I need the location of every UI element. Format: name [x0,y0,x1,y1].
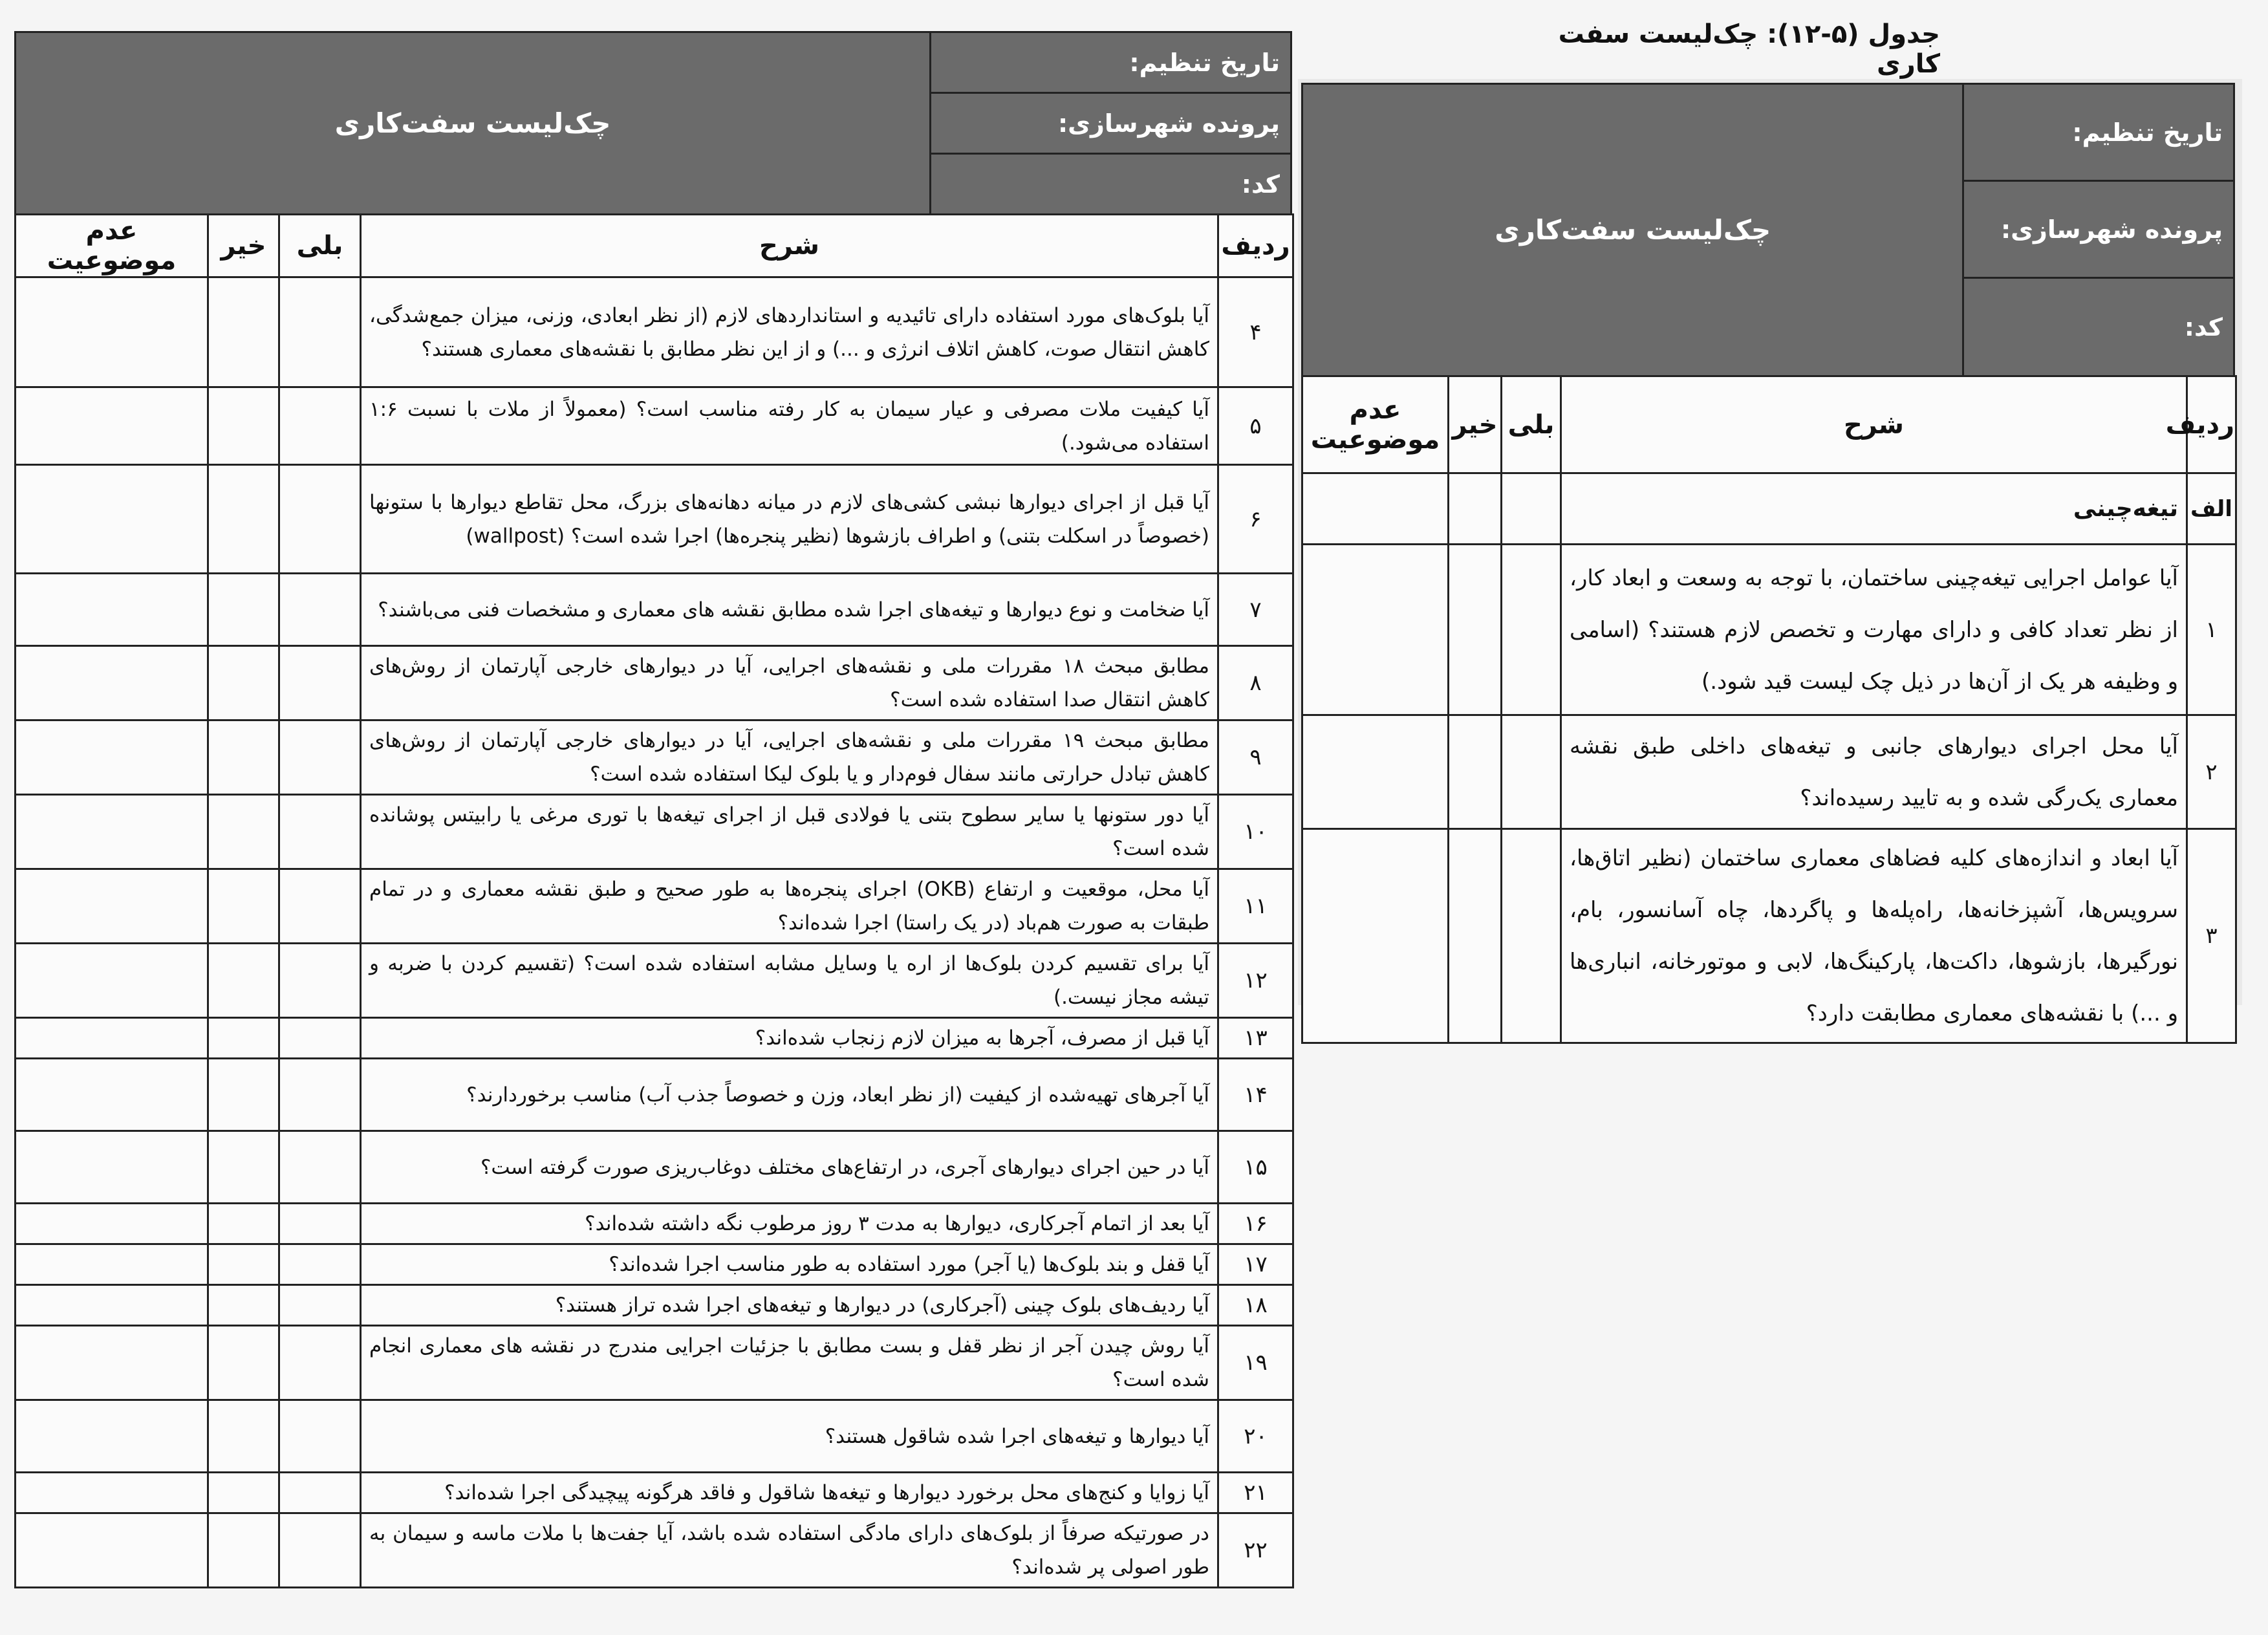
left-date-label: تاریخ تنظیم: [931,32,1291,93]
no-cell[interactable] [208,1244,279,1285]
row-number: ۶ [1218,465,1293,574]
row-question: در صورتیکه صرفاً از بلوک‌های دارای مادگی استفاده شده باشد، آیا جفت‌ها با ملات ماسه و سیمان به طور اصولی پر شده‌اند؟ [361,1513,1218,1588]
no-cell[interactable] [208,574,279,646]
right-col-row: ردیف [2187,376,2236,473]
table-row [16,465,1293,574]
table-row [16,1018,1293,1059]
yes-cell[interactable] [279,1244,361,1285]
yes-cell[interactable] [1502,545,1561,715]
row-number: ۱۳ [1218,1018,1293,1059]
row-number: ۳ [2187,829,2236,1043]
table-row [16,1400,1293,1473]
row-number: ۱۰ [1218,795,1293,869]
yes-cell[interactable] [279,465,361,574]
left-col-yes: بلی [279,215,361,277]
table-row [16,1326,1293,1400]
yes-cell[interactable] [279,1473,361,1513]
right-code-label: کد: [1963,278,2234,376]
yes-cell[interactable] [279,1513,361,1588]
section-row [1302,473,2236,545]
na-cell[interactable] [16,1059,208,1131]
row-question: مطابق مبحث ۱۸ مقررات ملی و نقشه‌های اجرایی، آیا در دیوارهای خارجی آپارتمان از روش‌های کاهش انتقال صدا استفاده شده است؟ [361,646,1218,720]
table-row [16,1204,1293,1244]
no-cell[interactable] [208,1513,279,1588]
no-cell[interactable] [1449,829,1502,1043]
row-question: آیا ضخامت و نوع دیوارها و تیغه‌های اجرا شده مطابق نقشه های معماری و مشخصات فنی می‌باشند؟ [361,574,1218,646]
na-cell[interactable] [16,795,208,869]
na-cell[interactable] [16,646,208,720]
right-header-title: چک‌لیست سفت‌کاری [1302,84,1963,376]
na-cell[interactable] [1302,473,1449,545]
na-cell[interactable] [16,1400,208,1473]
no-cell[interactable] [208,277,279,387]
right-col-desc: شرح [1561,376,2187,473]
no-cell[interactable] [208,944,279,1018]
row-number: ۱۹ [1218,1326,1293,1400]
table-row [16,1131,1293,1204]
yes-cell[interactable] [279,574,361,646]
yes-cell[interactable] [1502,715,1561,829]
row-number: ۲۲ [1218,1513,1293,1588]
row-number: ۱۵ [1218,1131,1293,1204]
na-cell[interactable] [16,1204,208,1244]
yes-cell[interactable] [1502,829,1561,1043]
left-table-body [16,277,1293,1588]
left-col-row: ردیف [1218,215,1293,277]
no-cell[interactable] [208,1285,279,1326]
row-question: آیا قفل و بند بلوک‌ها (یا آجر) مورد استفاده به طور مناسب اجرا شده‌اند؟ [361,1244,1218,1285]
table-row [16,720,1293,795]
row-number: ۱ [2187,545,2236,715]
na-cell[interactable] [16,869,208,944]
row-question: آیا بعد از اتمام آجرکاری، دیوارها به مدت ۳ روز مرطوب نگه داشته شده‌اند؟ [361,1204,1218,1244]
row-question: آیا زوایا و کنج‌های محل برخورد دیوارها و تیغه‌ها شاقول و فاقد هرگونه پیچیدگی اجرا شده‌اند؟ [361,1473,1218,1513]
row-number: ۷ [1218,574,1293,646]
row-number: ۴ [1218,277,1293,387]
right-file-label: پرونده شهرسازی: [1963,181,2234,278]
no-cell[interactable] [208,1018,279,1059]
table-row [16,869,1293,944]
table-row [16,1513,1293,1588]
no-cell[interactable] [208,795,279,869]
yes-cell[interactable] [279,1018,361,1059]
row-number: ۱۲ [1218,944,1293,1018]
row-question: آیا قبل از مصرف، آجرها به میزان لازم زنجاب شده‌اند؟ [361,1018,1218,1059]
table-row [16,646,1293,720]
na-cell[interactable] [16,277,208,387]
row-number: ۱۶ [1218,1204,1293,1244]
no-cell[interactable] [208,387,279,465]
na-cell[interactable] [16,944,208,1018]
row-question: آیا عوامل اجرایی تیغه‌چینی ساختمان، با توجه به وسعت و ابعاد کار، از نظر تعداد کافی و دارای مهارت و تخصص لازم هستند؟ (اسامی و وظیفه هر یک از آن‌ها در ذیل چک لیست قید شود.) [1561,545,2187,715]
yes-cell[interactable] [279,869,361,944]
yes-cell[interactable] [279,944,361,1018]
no-cell[interactable] [1449,715,1502,829]
no-cell[interactable] [208,465,279,574]
yes-cell[interactable] [279,1400,361,1473]
table-row [1302,715,2236,829]
no-cell[interactable] [1449,473,1502,545]
row-number: ۱۴ [1218,1059,1293,1131]
row-number: ۵ [1218,387,1293,465]
row-question: آیا برای تقسیم کردن بلوک‌ها از اره یا وسایل مشابه استفاده شده است؟ (تقسیم کردن با ضربه و تیشه مجاز نیست.) [361,944,1218,1018]
table-row [16,1244,1293,1285]
no-cell[interactable] [208,1473,279,1513]
row-question: آیا محل، موقعیت و ارتفاع (OKB) اجرای پنجره‌ها به طور صحیح و طبق نقشه معماری و در تمام طبقات به صورت هم‌باد (در یک راستا) اجرا شده‌اند؟ [361,869,1218,944]
row-question: مطابق مبحث ۱۹ مقررات ملی و نقشه‌های اجرایی، آیا در دیوارهای خارجی آپارتمان از روش‌های کاهش تبادل حرارتی مانند سفال فوم‌دار و یا بلوک لیکا استفاده شده است؟ [361,720,1218,795]
right-checklist-table [1301,375,2237,1044]
row-number: ۸ [1218,646,1293,720]
row-question: آیا قبل از اجرای دیوارها نبشی کشی‌های لازم در میانه دهانه‌های بزرگ، محل تقاطع دیوارها با ستونها (خصوصاً در اسکلت بتنی) و اطراف بازشوها (نظیر پنجره‌ها) اجرا شده است؟ (wallpost) [361,465,1218,574]
yes-cell[interactable] [279,646,361,720]
table-row [1302,545,2236,715]
yes-cell[interactable] [279,1204,361,1244]
na-cell[interactable] [16,1513,208,1588]
table-row [16,795,1293,869]
left-col-desc: شرح [361,215,1218,277]
na-cell[interactable] [16,465,208,574]
table-row [16,574,1293,646]
table-row [16,1473,1293,1513]
row-number: ۲۱ [1218,1473,1293,1513]
right-col-yes: بلی [1502,376,1561,473]
yes-cell[interactable] [279,1059,361,1131]
row-question: آیا آجرهای تهیه‌شده از کیفیت (از نظر ابعاد، وزن و خصوصاً جذب آب) مناسب برخوردارند؟ [361,1059,1218,1131]
row-number: ۲۰ [1218,1400,1293,1473]
yes-cell[interactable] [279,720,361,795]
row-question: آیا ابعاد و اندازه‌های کلیه فضاهای معماری ساختمان (نظیر اتاق‌ها، سرویس‌ها، آشپزخانه‌ها، راه‌پله‌ها و پاگردها، چاه آسانسور، بام، نورگیرها، بازشوها، داکت‌ها، پارکینگ‌ها، لابی و موتورخانه، انباری‌ها و ...) با نقشه‌های معماری مطابقت دارد؟ [1561,829,2187,1043]
left-code-label: کد: [931,154,1291,215]
table-row [1302,829,2236,1043]
row-question: آیا روش چیدن آجر از نظر قفل و بست مطابق با جزئیات اجرایی مندرج در نقشه های معماری انجام شده است؟ [361,1326,1218,1400]
na-cell[interactable] [16,387,208,465]
na-cell[interactable] [16,1131,208,1204]
na-cell[interactable] [1302,715,1449,829]
row-question: آیا دیوارها و تیغه‌های اجرا شده شاقول هستند؟ [361,1400,1218,1473]
yes-cell[interactable] [279,795,361,869]
right-table-body [1302,473,2236,1043]
left-col-na: عدم موضوعیت [16,215,208,277]
table-row [16,387,1293,465]
table-caption: جدول (۵-۱۲): چک‌لیست سفت کاری [1558,19,1940,79]
na-cell[interactable] [16,574,208,646]
row-question: آیا محل اجرای دیوارهای جانبی و تیغه‌های داخلی طبق نقشه معماری یک‌رگی شده و به تایید رسیده‌اند؟ [1561,715,2187,829]
row-question: آیا کیفیت ملات مصرفی و عیار سیمان به کار رفته مناسب است؟ (معمولاً از ملات با نسبت ۱:۶ استفاده می‌شود.) [361,387,1218,465]
yes-cell[interactable] [279,277,361,387]
yes-cell[interactable] [1502,473,1561,545]
na-cell[interactable] [1302,545,1449,715]
right-col-na: عدم موضوعیت [1302,376,1449,473]
table-row [16,277,1293,387]
yes-cell[interactable] [279,1326,361,1400]
row-number: ۱۷ [1218,1244,1293,1285]
yes-cell[interactable] [279,1285,361,1326]
right-date-label: تاریخ تنظیم: [1963,84,2234,181]
no-cell[interactable] [1449,545,1502,715]
no-cell[interactable] [208,1204,279,1244]
row-number: ۹ [1218,720,1293,795]
no-cell[interactable] [208,1326,279,1400]
row-question: آیا دور ستونها یا سایر سطوح بتنی یا فولادی قبل از اجرای تیغه‌ها با توری مرغی یا رابیتس پوشانده شده است؟ [361,795,1218,869]
na-cell[interactable] [16,1018,208,1059]
right-header [1301,83,2235,377]
section-letter: الف [2187,473,2236,545]
yes-cell[interactable] [279,1131,361,1204]
na-cell[interactable] [16,1473,208,1513]
row-question: آیا در حین اجرای دیوارهای آجری، در ارتفاع‌های مختلف دوغاب‌ریزی صورت گرفته است؟ [361,1131,1218,1204]
row-question: آیا بلوک‌های مورد استفاده دارای تائیدیه و استانداردهای لازم (از نظر ابعادی، وزنی، میزان جمع‌شدگی، کاهش انتقال صوت، کاهش اتلاف انرژی و ...) و از این نظر مطابق با نقشه‌های معماری هستند؟ [361,277,1218,387]
right-col-no: خیر [1449,376,1502,473]
na-cell[interactable] [16,1326,208,1400]
table-row [16,944,1293,1018]
row-number: ۱۱ [1218,869,1293,944]
no-cell[interactable] [208,646,279,720]
left-header [14,31,1292,215]
no-cell[interactable] [208,1400,279,1473]
left-col-no: خیر [208,215,279,277]
na-cell[interactable] [1302,829,1449,1043]
yes-cell[interactable] [279,387,361,465]
table-row [16,1285,1293,1326]
row-question: آیا ردیف‌های بلوک چینی (آجرکاری) در دیوارها و تیغه‌های اجرا شده تراز هستند؟ [361,1285,1218,1326]
na-cell[interactable] [16,1244,208,1285]
na-cell[interactable] [16,1285,208,1326]
no-cell[interactable] [208,869,279,944]
na-cell[interactable] [16,720,208,795]
left-file-label: پرونده شهرسازی: [931,93,1291,154]
no-cell[interactable] [208,1131,279,1204]
no-cell[interactable] [208,1059,279,1131]
section-title: تیغه‌چینی [1561,473,2187,545]
no-cell[interactable] [208,720,279,795]
row-number: ۱۸ [1218,1285,1293,1326]
left-header-title: چک‌لیست سفت‌کاری [16,32,931,215]
left-checklist-table [14,213,1294,1588]
row-number: ۲ [2187,715,2236,829]
table-row [16,1059,1293,1131]
